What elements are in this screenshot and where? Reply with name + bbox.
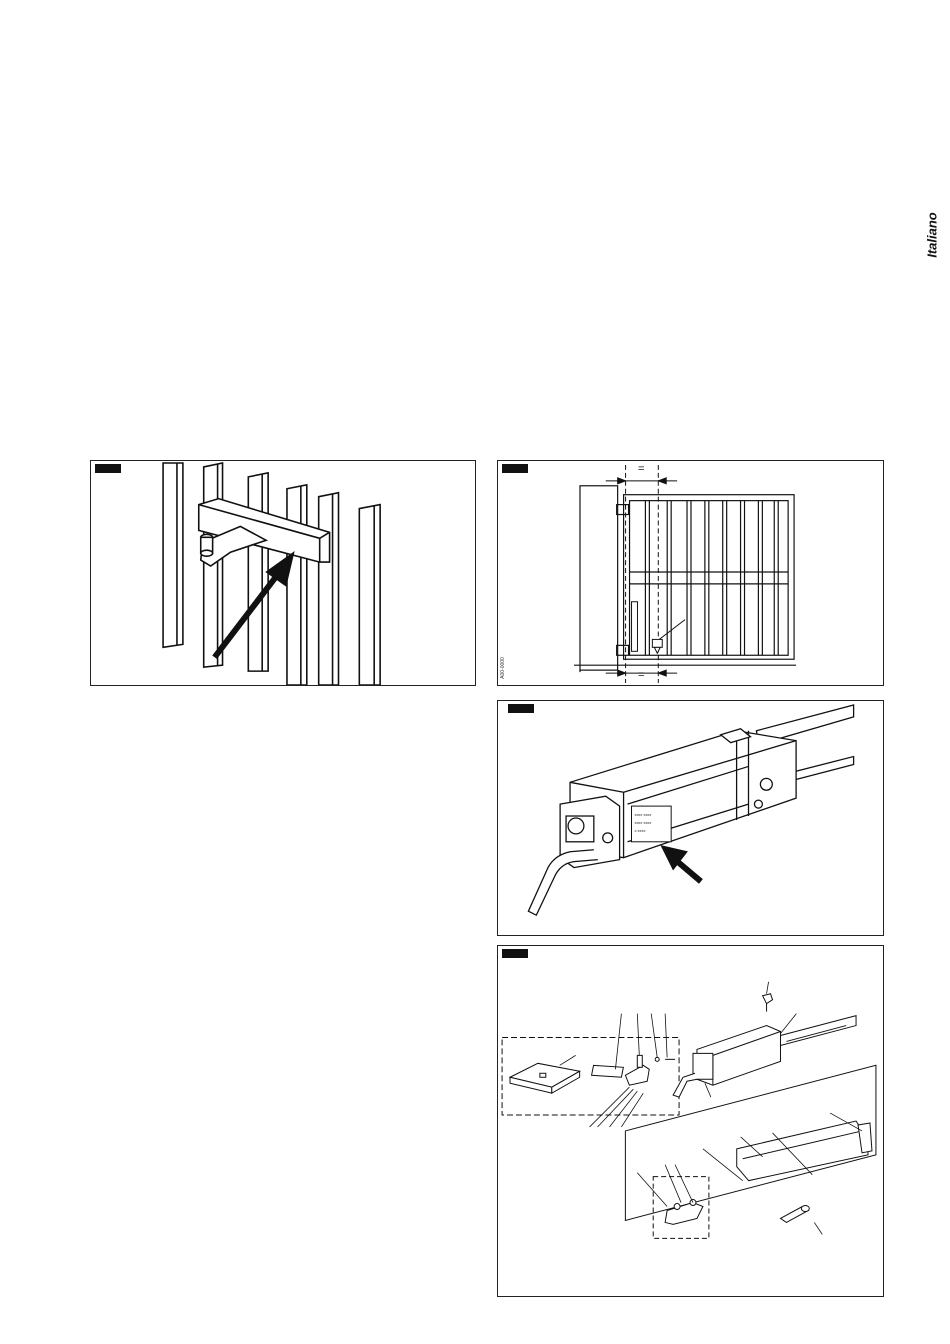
actuator-exploded-view-icon bbox=[498, 946, 883, 1296]
language-label: Italiano bbox=[924, 212, 940, 258]
dimension-mark-top: = bbox=[638, 463, 645, 475]
label-line-2: xxxx xxxx bbox=[634, 819, 652, 825]
figure-gate-alignment bbox=[497, 460, 884, 686]
gate-frame-dimension-icon bbox=[498, 461, 883, 685]
actuator-label-arrow-icon bbox=[498, 701, 883, 935]
figure-hinge-bracket bbox=[90, 460, 476, 686]
figure-code: A00-0000 bbox=[500, 657, 506, 679]
language-side-tab bbox=[918, 190, 946, 280]
label-line-3: x xxxx bbox=[634, 827, 646, 833]
figure-exploded-view bbox=[497, 945, 884, 1297]
gate-hinge-arrow-icon bbox=[91, 461, 475, 685]
label-line-1: xxxx xxxx bbox=[634, 812, 652, 818]
figure-actuator-label bbox=[497, 700, 884, 936]
dimension-mark-bottom: = bbox=[638, 669, 645, 681]
